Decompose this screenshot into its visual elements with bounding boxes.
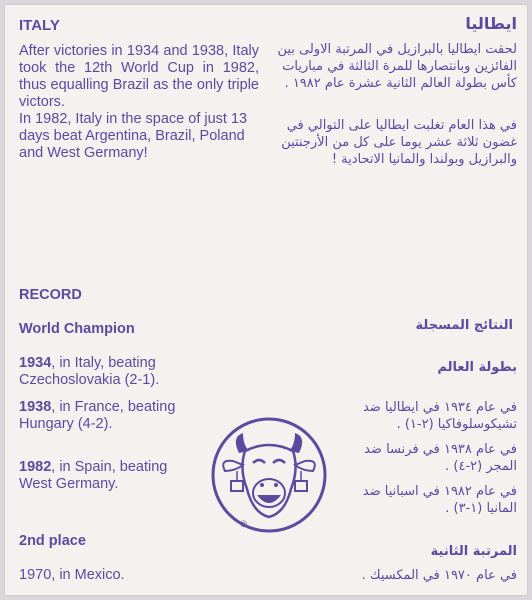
country-title-ar: ايطاليا (465, 14, 517, 33)
win-entry-ar: في عام ١٩٣٨ في فرنسا ضد المجر (٢-٤) . (364, 442, 517, 474)
win-entry-ar: في عام ١٩٨٢ في اسبانيا ضد المانيا (١-٣) . (362, 484, 517, 516)
intro-paragraph-1-ar: لحقت ايطاليا بالبرازيل في المرتبة الاولى بين الفائزين وبانتصارها للمرة الثالثة في مباريات كأس بطولة العالم الثانية عشرة عام ١٩٨٢ . (277, 42, 517, 91)
intro-paragraph-2-en: In 1982, Italy in the space of just 13 days beat Argentina, Brazil, Poland and West Germany! (19, 111, 248, 161)
registered-mark: ® (239, 520, 248, 530)
country-title-en: ITALY (19, 17, 60, 34)
win-text: , in Italy, beating Czechoslovakia (2-1). (19, 355, 160, 388)
win-entry-en (19, 459, 179, 493)
win-entry-ar: في عام ١٩٣٤ في ايطاليا ضد تشيكوسلوفاكيا (٢-١) . (362, 400, 517, 432)
win-year: 1938 (19, 399, 52, 415)
record-heading-en: RECORD (19, 287, 82, 303)
intro-paragraph-1-en: After victories in 1934 and 1938, Italy took the 12th World Cup in 1982, thus equalling Brazil as the only triple victors. (19, 43, 259, 110)
win-year: 1934 (19, 355, 52, 371)
win-text: , in France, beating Hungary (4-2). (19, 399, 176, 432)
record-heading-ar: النتائج المسجلة (415, 318, 513, 333)
win-year: 1982 (19, 459, 52, 475)
win-entry-en (19, 399, 179, 433)
world-champion-heading-ar: بطولة العالم (437, 360, 517, 375)
second-place-text-en: 1970, in Mexico. (19, 567, 125, 583)
world-champion-heading-en: World Champion (19, 321, 135, 337)
second-place-heading-ar: المرتبة الثانية (430, 544, 517, 559)
win-text: , in Spain, beating West Germany. (19, 459, 168, 492)
win-entry-en (19, 355, 191, 389)
second-place-text-ar: في عام ١٩٧٠ في المكسيك . (361, 568, 517, 583)
card (4, 4, 528, 596)
laughing-cow-icon (209, 415, 329, 535)
second-place-heading-en: 2nd place (19, 533, 86, 549)
intro-paragraph-2-ar: في هذا العام تغلبت ايطاليا على التوالي في غضون ثلاثة عشر يوما على كل من الأرجنتين والبرازيل وبولندا والمانيا الاتحادية ! (281, 118, 517, 167)
